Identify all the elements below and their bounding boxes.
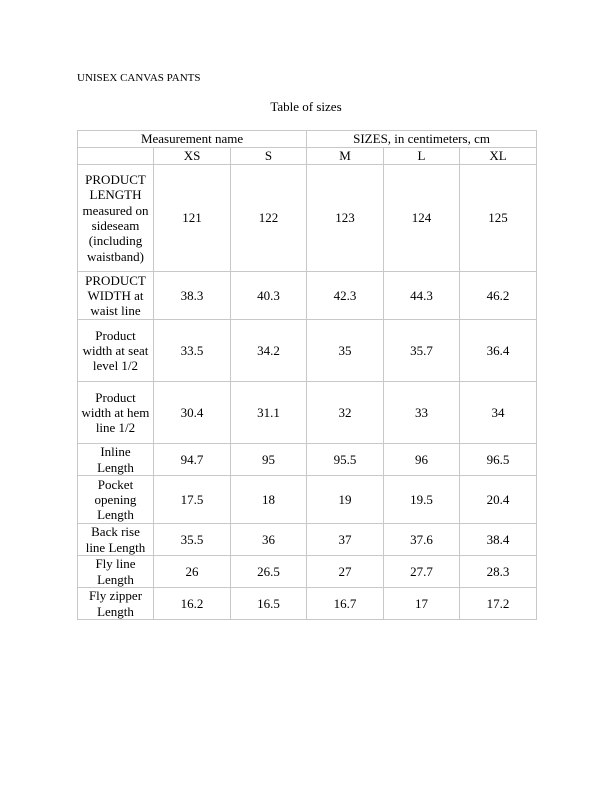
value-cell: 16.7 [307, 588, 384, 620]
value-cell: 19.5 [384, 476, 460, 524]
value-cell: 96.5 [460, 444, 537, 476]
size-header-m: M [307, 148, 384, 165]
value-cell: 19 [307, 476, 384, 524]
value-cell: 17 [384, 588, 460, 620]
value-cell: 36.4 [460, 320, 537, 382]
value-cell: 32 [307, 382, 384, 444]
row-label: PRODUCT WIDTH at waist line [78, 272, 154, 320]
value-cell: 26.5 [231, 556, 307, 588]
value-cell: 16.2 [154, 588, 231, 620]
row-label: Fly line Length [78, 556, 154, 588]
size-table-body [78, 131, 537, 620]
size-header-xs: XS [154, 148, 231, 165]
value-cell: 35.7 [384, 320, 460, 382]
table-row-hem-width [78, 382, 537, 444]
value-cell: 17.5 [154, 476, 231, 524]
value-cell: 124 [384, 165, 460, 272]
value-cell: 37.6 [384, 524, 460, 556]
value-cell: 34 [460, 382, 537, 444]
value-cell: 27 [307, 556, 384, 588]
value-cell: 94.7 [154, 444, 231, 476]
value-cell: 33 [384, 382, 460, 444]
table-row-fly-zipper [78, 588, 537, 620]
value-cell: 18 [231, 476, 307, 524]
document-title: UNISEX CANVAS PANTS [77, 72, 201, 84]
value-cell: 42.3 [307, 272, 384, 320]
value-cell: 33.5 [154, 320, 231, 382]
size-header-l: L [384, 148, 460, 165]
table-row-product-width-waist [78, 272, 537, 320]
value-cell: 123 [307, 165, 384, 272]
value-cell: 20.4 [460, 476, 537, 524]
value-cell: 34.2 [231, 320, 307, 382]
value-cell: 16.5 [231, 588, 307, 620]
value-cell: 121 [154, 165, 231, 272]
value-cell: 37 [307, 524, 384, 556]
value-cell: 27.7 [384, 556, 460, 588]
table-row-seat-width [78, 320, 537, 382]
value-cell: 40.3 [231, 272, 307, 320]
table-row-pocket-opening [78, 476, 537, 524]
value-cell: 35 [307, 320, 384, 382]
measurement-name-header: Measurement name [78, 131, 307, 148]
value-cell: 38.3 [154, 272, 231, 320]
value-cell: 125 [460, 165, 537, 272]
row-label: Pocket opening Length [78, 476, 154, 524]
sizes-header: SIZES, in centimeters, cm [307, 131, 537, 148]
value-cell: 31.1 [231, 382, 307, 444]
value-cell: 26 [154, 556, 231, 588]
value-cell: 95 [231, 444, 307, 476]
row-label: Product width at hem line 1/2 [78, 382, 154, 444]
value-cell: 96 [384, 444, 460, 476]
row-label: Inline Length [78, 444, 154, 476]
value-cell: 17.2 [460, 588, 537, 620]
blank-header-cell [78, 148, 154, 165]
value-cell: 35.5 [154, 524, 231, 556]
table-row-fly-line [78, 556, 537, 588]
value-cell: 28.3 [460, 556, 537, 588]
table-caption: Table of sizes [270, 99, 342, 114]
table-row-product-length [78, 165, 537, 272]
table-row-back-rise [78, 524, 537, 556]
size-label-row [78, 148, 537, 165]
header-row [78, 131, 537, 148]
value-cell: 44.3 [384, 272, 460, 320]
row-label: PRODUCT LENGTH measured on sideseam (including waistband) [78, 165, 154, 272]
size-header-s: S [231, 148, 307, 165]
value-cell: 122 [231, 165, 307, 272]
row-label: Back rise line Length [78, 524, 154, 556]
table-row-inline-length [78, 444, 537, 476]
size-table [77, 130, 537, 620]
size-header-xl: XL [460, 148, 537, 165]
value-cell: 95.5 [307, 444, 384, 476]
value-cell: 30.4 [154, 382, 231, 444]
value-cell: 38.4 [460, 524, 537, 556]
value-cell: 46.2 [460, 272, 537, 320]
row-label: Fly zipper Length [78, 588, 154, 620]
value-cell: 36 [231, 524, 307, 556]
row-label: Product width at seat level 1/2 [78, 320, 154, 382]
